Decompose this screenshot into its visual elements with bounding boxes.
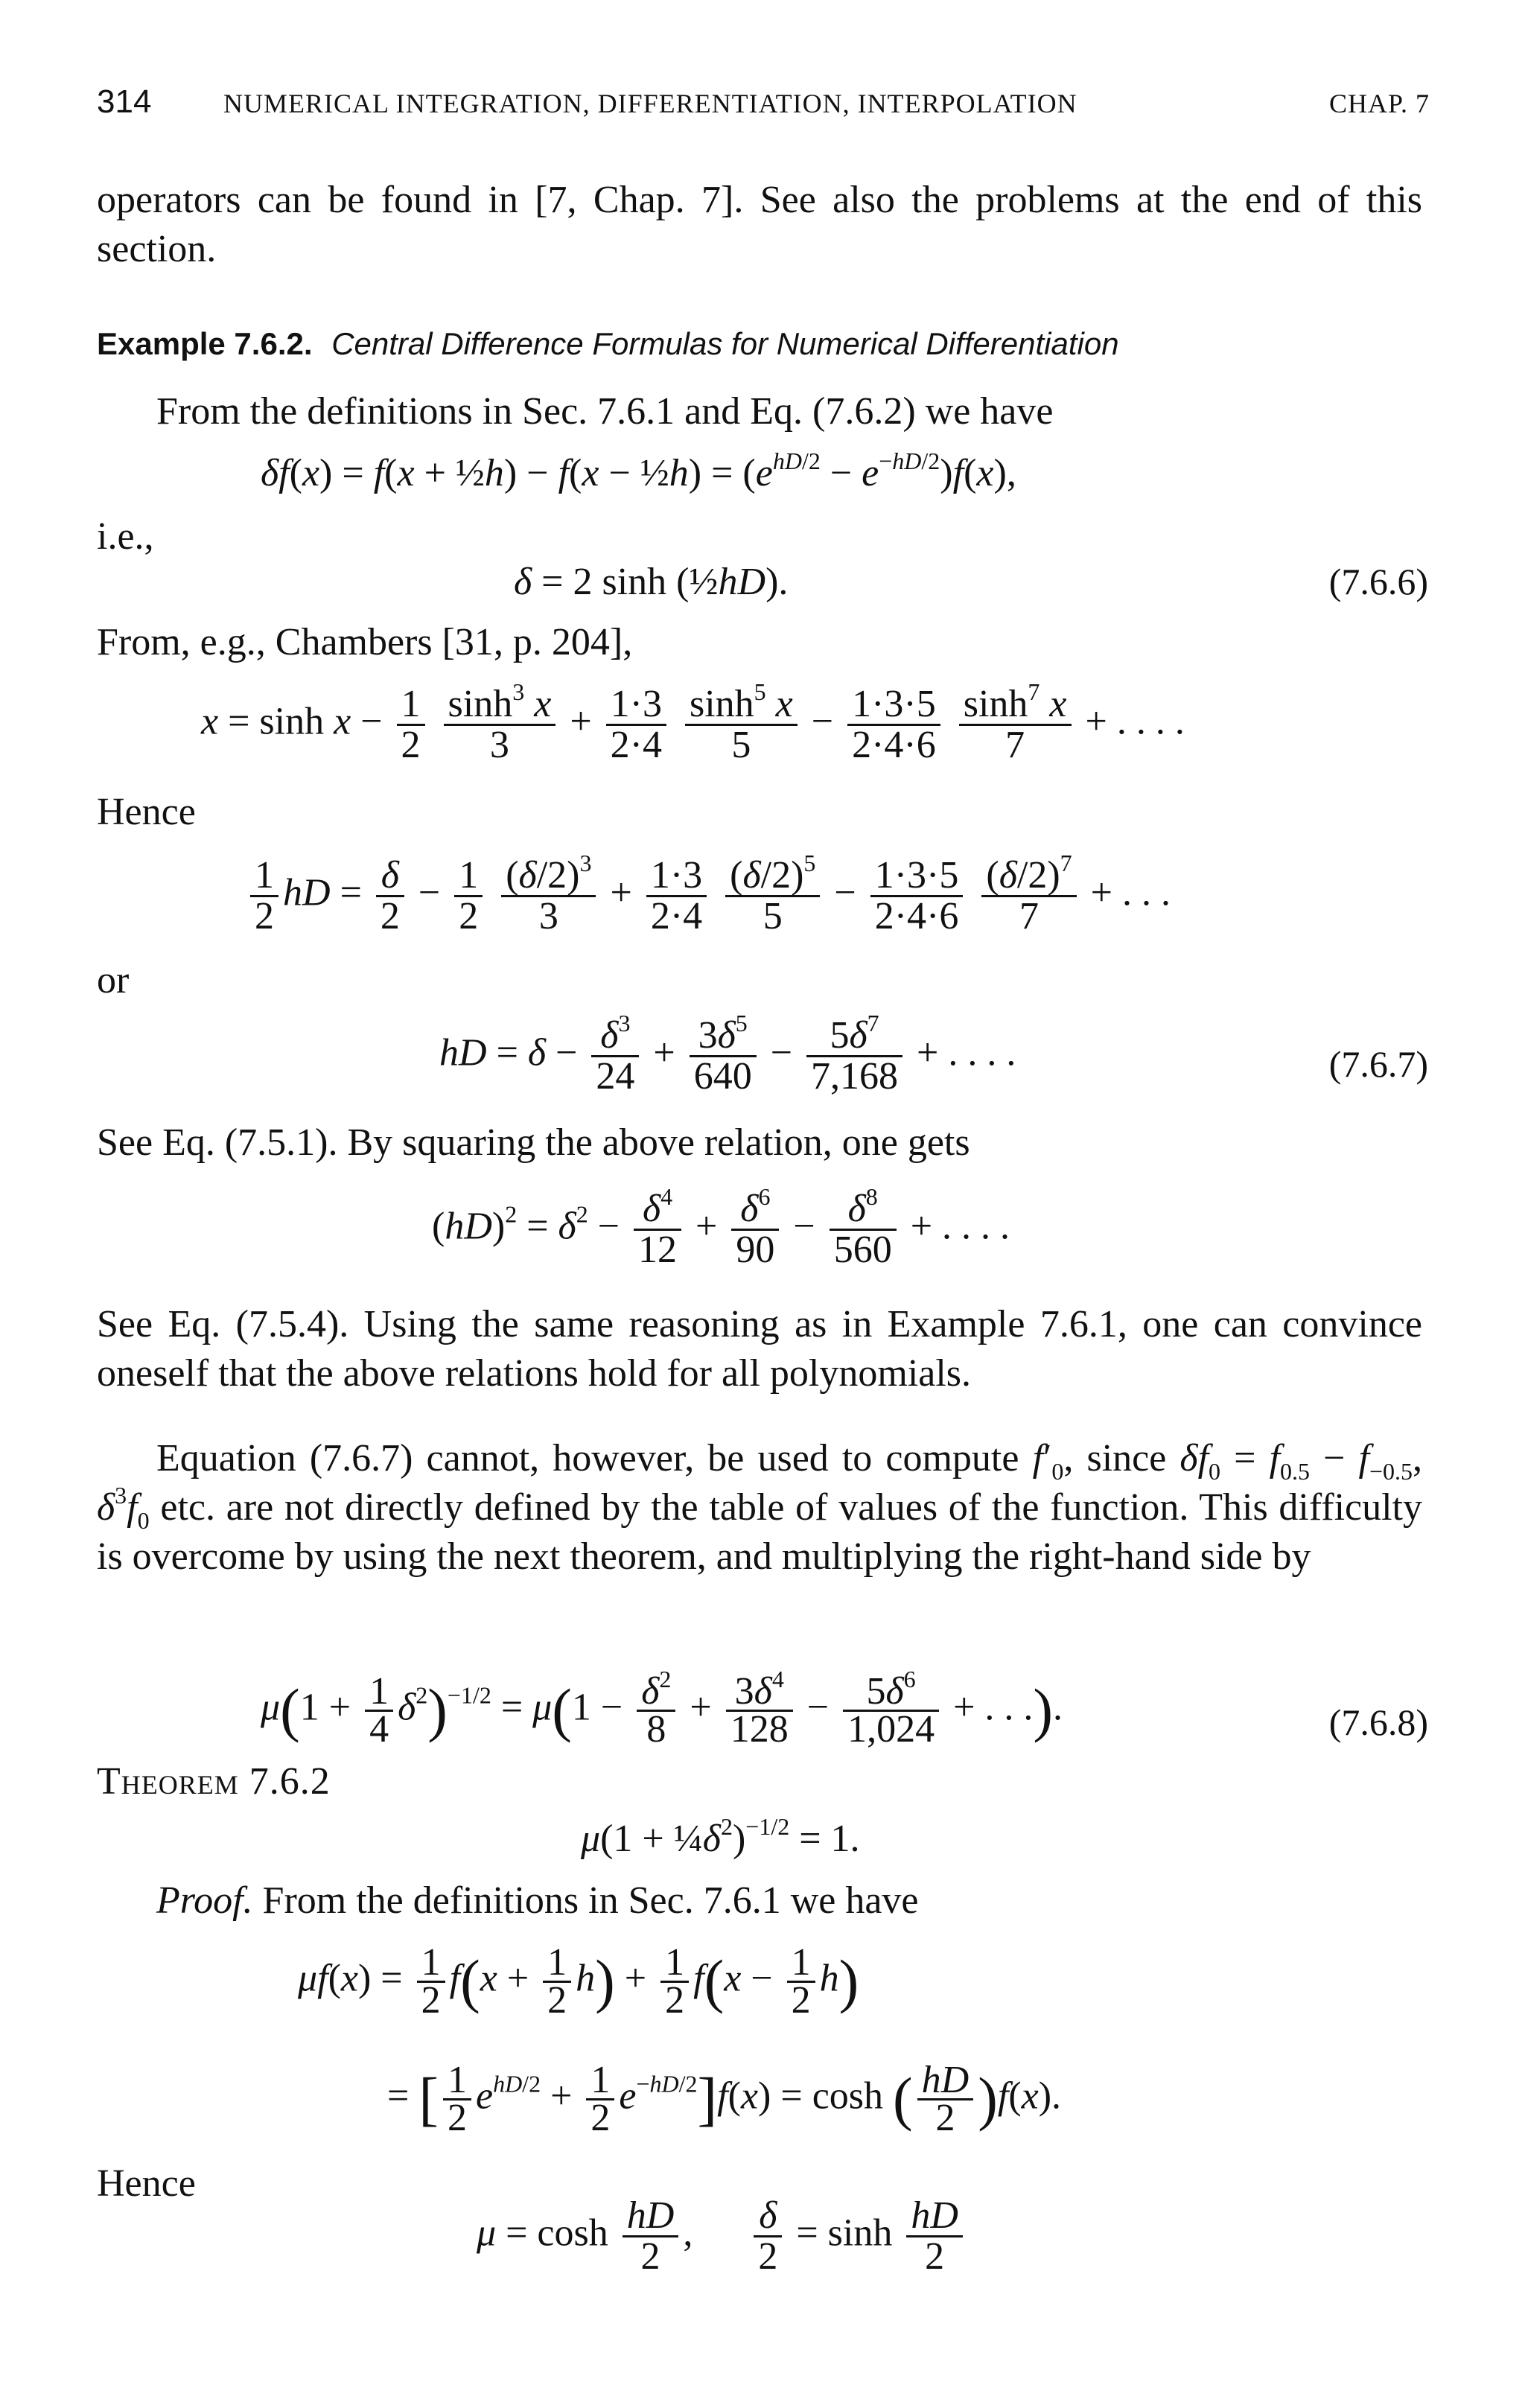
equation-number-7-6-6: (7.6.6): [1328, 561, 1428, 602]
or-label: or: [97, 959, 130, 1001]
equation-number-7-6-8: (7.6.8): [1328, 1701, 1428, 1743]
chambers-sentence: From, e.g., Chambers [31, p. 204],: [97, 621, 633, 663]
difficulty-paragraph: Equation (7.6.7) cannot, however, be used to compute $f'_0$, since $\delta f_0 = f_{0.5} - f_{-0.5}$, $\delta^3f_0$ etc. are not directly defined by the table of values of the function. This difficulty is overcome by using the next theorem, and multiplying the right-hand side by: [97, 1437, 1423, 1578]
equation-7-6-7: hD = δ − $\frac{\delta^3}{24}$ + $\frac{3\delta^5}{640}$ − $\frac{5\delta^7}{7,168}$ + . . . .: [439, 1010, 1016, 1098]
running-header: [97, 83, 1430, 128]
difficulty-text-b: etc. are not directly defined by the table of values of the function. This difficulty is overcome by using the next theorem, and multiplying the right-hand side by: [97, 1486, 1422, 1578]
reasoning-paragraph: See Eq. (7.5.4). Using the same reasoning as in Example 7.6.1, one can convince oneself that the above relations hold for all polynomials.: [97, 1303, 1422, 1395]
theorem-statement: $\mu(1 + \frac{1}{4}\delta^2)^{-1/2} = 1$.: [581, 1813, 860, 1860]
equation-mu-delta-relations: μ = cosh $\frac{hD}{2}$ , $\frac{\delta}{2}$ = sinh $\frac{hD}{2}$: [477, 2197, 967, 2276]
equation-mu-definition: μf(x) = $\frac{1}{2}$ f(x + $\frac{1}{2}$ h) + $\frac{1}{2}$ f(x − $\frac{1}{2}$ h): [298, 1941, 859, 2022]
difficulty-text-a: Equation (7.6.7) cannot, however, be used to compute: [156, 1437, 1033, 1479]
hence-label: Hence: [97, 791, 196, 833]
equation-half-hd-series: $\frac{1}{2}$ hD = $\frac{\delta}{2}$ − $\frac{1}{2}$ $\frac{(\delta/2)^3}{3}$ + $\frac{1\cdot 3}{2\cdot 4}$ $\frac{(\delta/2)^5}{5}$ − $\frac{1\cdot 3\cdot 5}{2\cdot 4\cdot 6}$ $\frac{(\delta/2)^7}{7}$ + . . .: [246, 856, 1171, 936]
intro-paragraph: operators can be found in [7, Chap. 7]. See also the problems at the end of this section.: [97, 179, 1422, 270]
equation-arcsinh-series: x = sinh x − $\frac{1}{2}$ $\frac{\sinh^3 x}{3}$ + $\frac{1\cdot 3}{2\cdot 4}$ $\frac{\sinh^5 x}{5}$ − $\frac{1\cdot 3\cdot 5}{2\cdot 4\cdot 6}$ $\frac{\sinh^7 x}{7}$ + . . . .: [201, 678, 1185, 766]
example-label: Example 7.6.2.: [97, 326, 313, 361]
theorem-label: Theorem 7.6.2: [97, 1760, 331, 1803]
example-title: Central Difference Formulas for Numerical Differentiation: [331, 326, 1119, 361]
proof-label: Proof.: [156, 1879, 253, 1922]
example-heading: [97, 326, 1119, 362]
ie-label: i.e.,: [97, 515, 154, 558]
equation-7-6-6: δ = 2 sinh (½hD).: [514, 561, 789, 603]
equation-mu-cosh: = [ $\frac{1}{2}$ $e^{hD/2}$ + $\frac{1}{2}$ $e^{-hD/2}]f(x) = \cosh$ ( $\frac{hD}{2}$ )f(x).: [387, 2059, 1062, 2139]
hence2-label: Hence: [97, 2162, 196, 2205]
equation-7-6-8: μ(1 + $\frac{1}{4}$ $\delta^2)^{-1/2} = \mu(1$ − $\frac{\delta^2}{8}$ + $\frac{3\delta^4}{128}$ − $\frac{5\delta^6}{1,024}$ + . . .).: [261, 1666, 1063, 1751]
chapter-label: CHAP. 7: [1328, 89, 1430, 118]
squaring-sentence: See Eq. (7.5.1). By squaring the above relation, one gets: [97, 1121, 970, 1164]
proof-text: From the definitions in Sec. 7.6.1 we have: [252, 1879, 919, 1922]
equation-delta-definition: δf(x) = f(x + ½h) − f(x − ½h) = $(e^{hD/2} - e^{-hD/2})f(x)$,: [261, 447, 1016, 494]
running-title: NUMERICAL INTEGRATION, DIFFERENTIATION, INTERPOLATION: [223, 89, 1077, 118]
equation-number-7-6-7: (7.6.7): [1328, 1043, 1428, 1085]
definitions-sentence: From the definitions in Sec. 7.6.1 and Eq. (7.6.2) we have: [156, 390, 1054, 433]
equation-hd-squared: $(hD)^2 = \delta^2$ − $\frac{\delta^4}{12}$ + $\frac{\delta^6}{90}$ − $\frac{\delta^8}{560}$ + . . . .: [432, 1183, 1010, 1271]
proof-sentence: [156, 1876, 918, 1926]
page-number: 314: [97, 83, 152, 120]
